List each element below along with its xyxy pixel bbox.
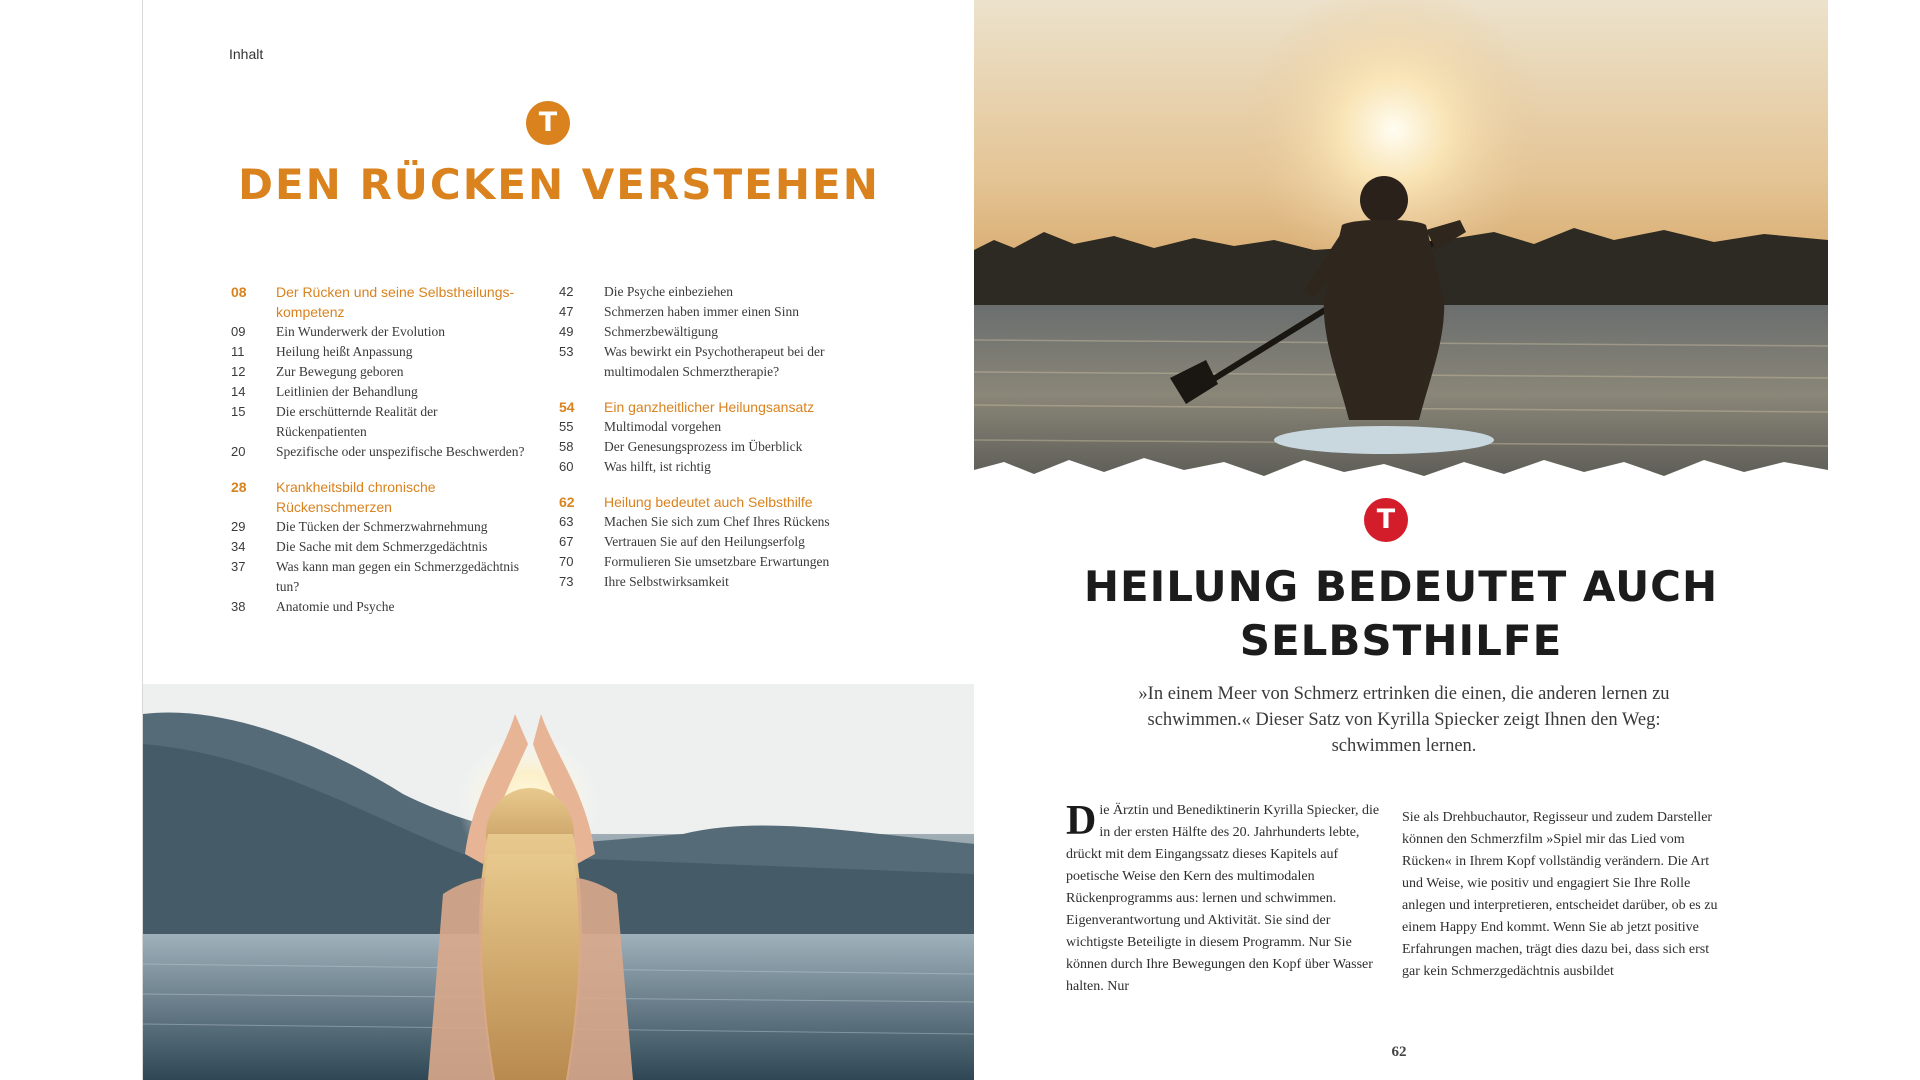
- toc-entry-title: Zur Bewegung geboren: [276, 364, 404, 379]
- toc-page-number: 08: [231, 284, 247, 300]
- chapter-badge: T: [526, 101, 570, 145]
- toc-entry-title: Heilung bedeutet auch Selbsthilfe: [604, 494, 813, 510]
- toc-entry-title: Spezifische oder unspezifische Beschwerden?: [276, 444, 525, 459]
- toc-page-number: 70: [559, 554, 574, 569]
- toc-page-number: 20: [231, 444, 246, 459]
- toc-page-number: 73: [559, 574, 574, 589]
- toc-entry: [559, 512, 859, 532]
- toc-page-number: 09: [231, 324, 246, 339]
- body-text-1: ie Ärztin und Benediktinerin Kyrilla Spiecker, die in der ersten Hälfte des 20. Jahrhunderts lebte, drückt mit dem Eingangssatz dieses Kapitels auf poetische Weise den Kern des multimodalen Rückenprogramms aus: lernen und schwimmen. Eigenverantwortung und Aktivität. Sie sind der wichtigste Beteiligte in diesem Programm. Nur Sie können durch Ihre Bewegungen den Kopf über Wasser halten. Nur: [1066, 803, 1380, 994]
- toc-entry-title: Die erschütternde Realität der Rückenpatienten: [276, 404, 438, 439]
- chapter-title-line-1: HEILUNG BEDEUTET AUCH: [1083, 562, 1719, 611]
- toc-entry: [231, 442, 531, 462]
- toc-entry-title: Multimodal vorgehen: [604, 419, 722, 434]
- toc-column-2: [559, 282, 859, 592]
- toc-entry-title: Ihre Selbstwirksamkeit: [604, 574, 729, 589]
- toc-entry-title: Der Rücken und seine Selbstheilungs-kompetenz: [276, 284, 515, 320]
- toc-page-number: 49: [559, 324, 574, 339]
- left-page: [142, 0, 975, 1080]
- toc-entry: [559, 282, 859, 302]
- toc-entry: [231, 597, 531, 617]
- right-page: [974, 0, 1828, 1080]
- toc-entry-title: Ein ganzheitlicher Heilungsansatz: [604, 399, 815, 415]
- toc-entry-title: Heilung heißt Anpassung: [276, 344, 413, 359]
- toc-page-number: 58: [559, 439, 574, 454]
- toc-entry-title: Schmerzen haben immer einen Sinn: [604, 304, 799, 319]
- toc-entry: [231, 342, 531, 362]
- toc-page-number: 54: [559, 399, 575, 415]
- toc-entry-title: Machen Sie sich zum Chef Ihres Rückens: [604, 514, 830, 529]
- toc-entry: [231, 537, 531, 557]
- toc-entry-title: Die Psyche einbeziehen: [604, 284, 733, 299]
- toc-entry: [231, 362, 531, 382]
- toc-page-number: 55: [559, 419, 574, 434]
- toc-column-1: [231, 282, 531, 617]
- yoga-photo-illustration: [143, 684, 975, 1080]
- toc-page-number: 62: [559, 494, 575, 510]
- toc-entry: [559, 322, 859, 342]
- toc-page-number: 29: [231, 519, 246, 534]
- toc-entry-title: Der Genesungsprozess im Überblick: [604, 439, 803, 454]
- toc-entry-title: Anatomie und Psyche: [276, 599, 395, 614]
- toc-section-heading: [231, 282, 531, 322]
- body-text-column-1: [1066, 800, 1382, 998]
- toc-page-number: 11: [231, 344, 245, 359]
- toc-entry-title: Was bewirkt ein Psychotherapeut bei der multimodalen Schmerztherapie?: [604, 344, 825, 379]
- chapter-title: DEN RÜCKEN VERSTEHEN: [238, 160, 880, 209]
- toc-page-number: 63: [559, 514, 574, 529]
- toc-page-number: 47: [559, 304, 574, 319]
- toc-entry: [559, 417, 859, 437]
- toc-entry-title: Die Tücken der Schmerzwahrnehmung: [276, 519, 488, 534]
- drop-cap: D: [1066, 798, 1097, 844]
- running-head: Inhalt: [229, 46, 264, 62]
- toc-entry-title: Vertrauen Sie auf den Heilungserfolg: [604, 534, 805, 549]
- toc-page-number: 12: [231, 364, 246, 379]
- toc-page-number: 14: [231, 384, 246, 399]
- chapter-badge: T: [1364, 498, 1408, 542]
- page-number: 62: [1391, 1044, 1407, 1060]
- paddleboard-photo: [974, 0, 1828, 484]
- toc-entry: [559, 437, 859, 457]
- toc-entry-title: Formulieren Sie umsetzbare Erwartungen: [604, 554, 830, 569]
- toc-entry-title: Was kann man gegen ein Schmerzgedächtnis tun?: [276, 559, 519, 594]
- toc-entry: [231, 517, 531, 537]
- toc-entry: [559, 572, 859, 592]
- toc-entry: [559, 532, 859, 552]
- toc-page-number: 42: [559, 284, 574, 299]
- toc-section-heading: [559, 397, 859, 417]
- chapter-title: [974, 560, 1828, 668]
- toc-entry: [559, 552, 859, 572]
- toc-entry-title: Ein Wunderwerk der Evolution: [276, 324, 446, 339]
- toc-entry: [559, 342, 859, 382]
- toc-page-number: 37: [231, 559, 246, 574]
- toc-page-number: 15: [231, 404, 246, 419]
- chapter-intro-quote: »In einem Meer von Schmerz ertrinken die einen, die anderen lernen zu schwimmen.« Dieser Satz von Kyrilla Spiecker zeigt Ihnen den Weg: schwimmen lernen.: [1138, 684, 1670, 756]
- toc-entry-title: Was hilft, ist richtig: [604, 459, 711, 474]
- body-text-column-2: Sie als Drehbuchautor, Regisseur und zudem Darsteller können den Schmerzfilm »Spiel mir das Lied vom Rücken« in Ihrem Kopf vollständig verändern. Die Art und Weise, wie positiv und engagiert Sie Ihre Rolle anlegen und interpretieren, entscheidet darüber, ob es zu einem Happy End kommt. Wenn Sie ab jetzt positive Erfahrungen machen, trägt dies dazu bei, dass sich erst gar kein Schmerzgedächtnis ausbildet: [1402, 810, 1718, 979]
- paddleboard-photo-illustration: [974, 0, 1828, 484]
- toc-entry: [231, 557, 531, 597]
- toc-page-number: 67: [559, 534, 574, 549]
- toc-page-number: 28: [231, 479, 247, 495]
- toc-entry: [231, 402, 531, 442]
- toc-entry: [231, 322, 531, 342]
- toc-entry: [231, 382, 531, 402]
- toc-section-heading: [559, 492, 859, 512]
- toc-section-heading: [231, 477, 531, 517]
- toc-entry: [559, 302, 859, 322]
- toc-entry-title: Die Sache mit dem Schmerzgedächtnis: [276, 539, 488, 554]
- toc-page-number: 34: [231, 539, 246, 554]
- yoga-photo: [143, 684, 975, 1080]
- toc-entry-title: Krankheitsbild chronische Rückenschmerzen: [276, 479, 436, 515]
- toc-entry-title: Leitlinien der Behandlung: [276, 384, 418, 399]
- chapter-title-line-2: SELBSTHILFE: [1239, 616, 1563, 665]
- toc-entry-title: Schmerzbewältigung: [604, 324, 718, 339]
- toc-page-number: 38: [231, 599, 246, 614]
- toc-entry: [559, 457, 859, 477]
- toc-page-number: 60: [559, 459, 574, 474]
- toc-page-number: 53: [559, 344, 574, 359]
